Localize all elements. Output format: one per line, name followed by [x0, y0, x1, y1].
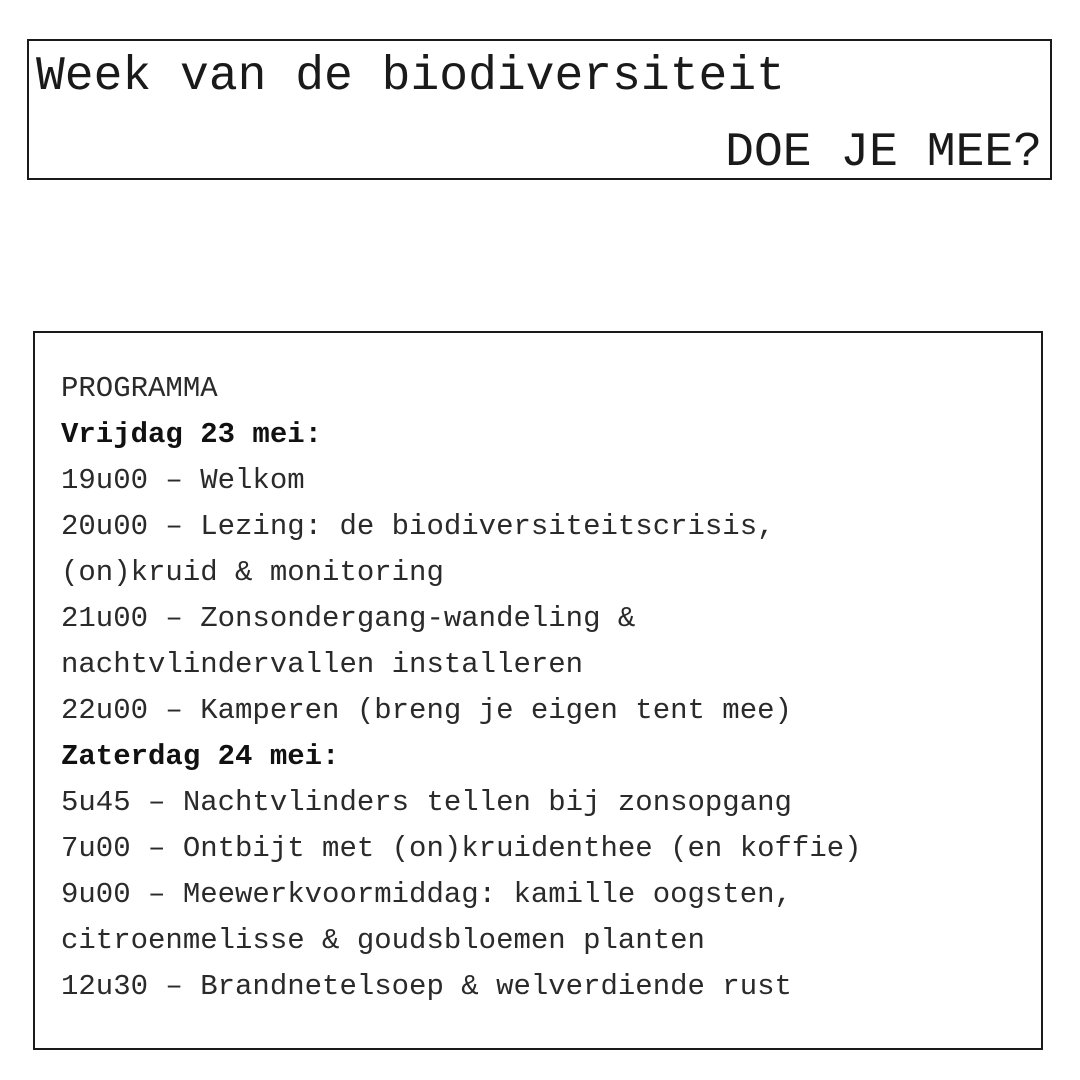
- schedule-line: 20u00 – Lezing: de biodiversiteitscrisis,: [61, 510, 775, 543]
- day-label-friday: Vrijdag 23 mei:: [61, 418, 323, 451]
- header-box: [27, 39, 1052, 180]
- schedule-line: (on)kruid & monitoring: [61, 556, 444, 589]
- page-subtitle: DOE JE MEE?: [725, 126, 1042, 180]
- schedule-line: 7u00 – Ontbijt met (on)kruidenthee (en koffie): [61, 832, 862, 865]
- schedule-line: 12u30 – Brandnetelsoep & welverdiende rust: [61, 970, 792, 1003]
- schedule-line: 9u00 – Meewerkvoormiddag: kamille oogsten,: [61, 878, 792, 911]
- day-label-saturday: Zaterdag 24 mei:: [61, 740, 340, 773]
- program-heading: PROGRAMMA: [61, 372, 218, 405]
- page-title: Week van de biodiversiteit: [36, 50, 785, 104]
- schedule-line: 22u00 – Kamperen (breng je eigen tent mee): [61, 694, 792, 727]
- schedule-line: 5u45 – Nachtvlinders tellen bij zonsopgang: [61, 786, 792, 819]
- schedule-line: 21u00 – Zonsondergang-wandeling &: [61, 602, 636, 635]
- schedule-line: nachtvlindervallen installeren: [61, 648, 584, 681]
- schedule-line: citroenmelisse & goudsbloemen planten: [61, 924, 705, 957]
- program-content: [61, 366, 1021, 1010]
- program-box: [33, 331, 1043, 1050]
- schedule-line: 19u00 – Welkom: [61, 464, 305, 497]
